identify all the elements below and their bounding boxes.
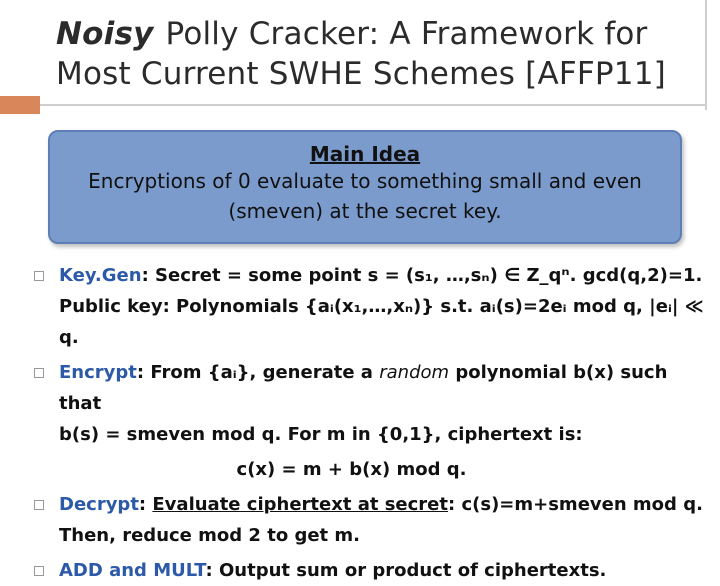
bullet-square-icon xyxy=(34,368,44,378)
decrypt-label: Decrypt xyxy=(59,494,139,515)
title-line2: Most Current SWHE Schemes [AFFP11] xyxy=(56,56,666,92)
title-noisy: Noisy xyxy=(56,16,154,52)
bullet-encrypt xyxy=(34,357,714,485)
main-idea-text: Encryptions of 0 evaluate to something small and even (smeven) at the secret key. xyxy=(88,169,642,223)
main-idea-heading: Main Idea xyxy=(309,142,421,166)
slide-title xyxy=(56,14,696,94)
keygen-label: Key.Gen xyxy=(59,265,142,286)
addmult-label: ADD and MULT xyxy=(59,560,206,581)
bullet-list xyxy=(34,260,714,586)
keygen-line2: Public key: Polynomials {aᵢ(x₁,…,xₙ)} s.t. aᵢ(s)=2eᵢ mod q, |eᵢ| ≪ q. xyxy=(59,296,704,348)
title-divider xyxy=(40,104,705,106)
decrypt-line2: Then, reduce mod 2 to get m. xyxy=(59,525,361,546)
bullet-decrypt xyxy=(34,489,714,551)
vertical-divider xyxy=(705,0,707,110)
title-line1: Polly Cracker: A Framework for xyxy=(165,16,648,52)
encrypt-line2: b(s) = smeven mod q. For m in {0,1}, ciphertext is: xyxy=(59,424,583,445)
bullet-square-icon xyxy=(34,566,44,576)
orange-accent-bar xyxy=(0,96,40,114)
bullet-square-icon xyxy=(34,500,44,510)
bullet-keygen xyxy=(34,260,714,353)
bullet-add-mult xyxy=(34,555,714,586)
encrypt-label: Encrypt xyxy=(59,362,137,383)
decrypt-underlined: Evaluate ciphertext at secret xyxy=(152,494,448,515)
addmult-text: : Output sum or product of ciphertexts. xyxy=(205,560,607,581)
keygen-line1: : Secret = some point s = (s₁, …,sₙ) ∈ Z_qⁿ. gcd(q,2)=1. xyxy=(141,265,703,286)
decrypt-colon: : xyxy=(138,494,153,515)
encrypt-random: random xyxy=(379,362,450,383)
encrypt-line1a: : From {aᵢ}, generate a xyxy=(136,362,380,383)
main-idea-box xyxy=(48,130,682,244)
encrypt-line1b: polynomial b(x) such that xyxy=(59,362,668,414)
decrypt-line1b: : c(s)=m+smeven mod q. xyxy=(448,494,703,515)
bullet-square-icon xyxy=(34,271,44,281)
encrypt-formula: c(x) = m + b(x) mod q. xyxy=(236,459,467,480)
